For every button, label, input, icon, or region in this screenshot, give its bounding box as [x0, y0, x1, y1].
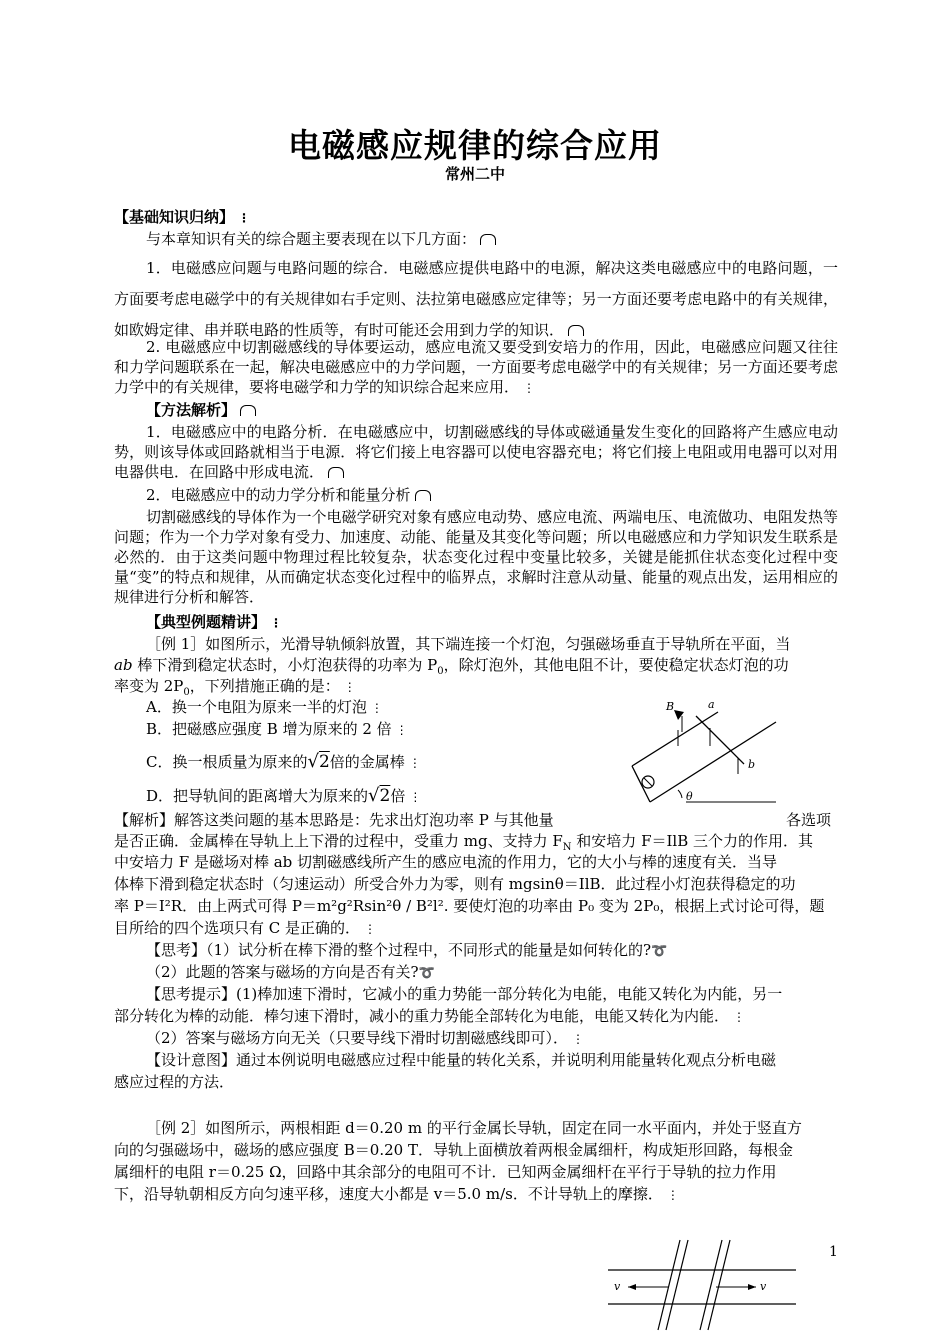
figure1-label-theta: θ [686, 790, 693, 803]
option-d: D．把导轨间的距离增大为原来的√2倍 ⋮ [146, 785, 422, 806]
hint-line2: 部分转化为棒的动能．棒匀速下滑时，减小的重力势能全部转化为电能，电能又转化为内能． ⋮ [114, 1007, 746, 1025]
parallel-rails-figure [600, 1226, 800, 1344]
school-subtitle: 常州二中 [444, 165, 505, 183]
figure1-label-B: B [666, 700, 675, 713]
analysis-line2: 是否正确．金属棒在导轨上上下滑的过程中，受重力 mg、支持力 $F_N$ 和安培力 F＝IlB 三个力的作用．其 [114, 832, 813, 853]
inclined-rails-figure [626, 694, 786, 810]
design-line2: 感应过程的方法． [114, 1073, 235, 1091]
design-line1: 【设计意图】通过本例说明电磁感应过程中能量的转化关系，并说明利用能量转化观点分析电磁 [146, 1051, 777, 1069]
example1-stem-line1: ［例 1］如图所示，光滑导轨倾斜放置，其下端连接一个灯泡，匀强磁场垂直于导轨所在平面，当 [146, 635, 791, 653]
think-2: （2）此题的答案与磁场的方向是否有关?➰ [146, 963, 435, 981]
hint-line3: （2）答案与磁场方向无关（只要导线下滑时切割磁感线即可）． ⋮ [146, 1029, 585, 1047]
option-c: C．换一根质量为原来的√2倍的金属棒 ⋮ [146, 751, 421, 772]
method-item-2-text: 切割磁感线的导体作为一个电磁学研究对象有感应电动势、感应电流、两端电压、电流做功、电阻发热等问题；作为一个力学对象有受力、加速度、动能、能量及其变化等问题；所以电磁感应和力学知识发生联系是必然的．由于这类问题中物理过程比较复杂，状态变化过程中变量比较多，关键是能抓住状态变化过程中变量“变”的特点和规律，从而确定状态变化过程中的临界点，求解时注意从动量、能量的观点出发，运用相应的规律进行分析和解答． [114, 508, 838, 606]
figure1-label-a: a [708, 698, 715, 711]
option-a: A．换一个电阻为原来一半的灯泡 ⋮ [146, 698, 383, 716]
analysis-line4: 体棒下滑到稳定状态时（匀速运动）所受合外力为零，则有 mgsinθ＝IlB．此过程小灯泡获得稳定的功 [114, 875, 796, 893]
analysis-line1: 【解析】解答这类问题的基本思路是：先求出灯泡功率 P 与其他量 各选项 [114, 811, 832, 829]
figure1-label-b: b [748, 758, 756, 771]
analysis-line5: 率 P＝I²R．由上两式可得 P＝m²g²Rsin²θ / B²l². 要使灯泡的功率由 P₀ 变为 2P₀，根据上式讨论可得，题 [114, 897, 825, 915]
hint-line1: 【思考提示】(1)棒加速下滑时，它减小的重力势能一部分转化为电能，电能又转化为内能，另一 [146, 985, 783, 1003]
analysis-line6: 目所给的四个选项只有 C 是正确的． ⋮ [114, 919, 377, 937]
basics-intro: 与本章知识有关的综合题主要表现在以下几方面： [146, 229, 838, 249]
method-item-1: 1．电磁感应中的电路分析．在电磁感应中，切割磁感线的导体或磁通量发生变化的回路将产生感应电动势，则该导体或回路就相当于电源．将它们接上电容器可以使电容器充电；将它们接上电阻或用电器可以对用电器供电．在回路中形成电流． [114, 423, 838, 481]
figure2-label-v-left: v [614, 1280, 621, 1293]
analysis-line3: 中安培力 F 是磁场对棒 ab 切割磁感线所产生的感应电流的作用力，它的大小与棒的速度有关．当导 [114, 853, 778, 871]
method-item-2-heading: 2．电磁感应中的动力学分析和能量分析 [146, 485, 838, 505]
example2-line4: 下，沿导轨朝相反方向匀速平移，速度大小都是 v＝5.0 m/s．不计导轨上的摩擦． ⋮ [114, 1185, 679, 1203]
basics-item-1: 1．电磁感应问题与电路问题的综合．电磁感应提供电路中的电源，解决这类电磁感应中的电路问题，一方面要考虑电磁学中的有关规律如右手定则、法拉第电磁感应定律等；另一方面还要考虑电路中的有关规律，如欧姆定律、串并联电路的性质等，有时可能还会用到力学的知识． [114, 259, 838, 339]
basics-item-2: 2. 电磁感应中切割磁感线的导体要运动，感应电流又要受到安培力的作用，因此，电磁感应问题又往往和力学问题联系在一起，解决电磁感应中的力学问题，一方面要考虑电磁学中的有关规律；另一方面还要考虑力学中的有关规律，要将电磁学和力学的知识综合起来应用． ⋮ [114, 338, 838, 396]
example1-stem-line3: 率变为 $2P_0$，下列措施正确的是： ⋮ [114, 677, 356, 698]
option-b: B．把磁感应强度 B 增为原来的 2 倍 ⋮ [146, 720, 408, 738]
page-number: 1 [829, 1244, 838, 1260]
page-title: 电磁感应规律的综合应用 [288, 126, 662, 165]
section-heading-examples: 【典型例题精讲】 ⋮ [146, 613, 283, 631]
example2-line1: ［例 2］如图所示，两根相距 d＝0.20 m 的平行金属长导轨，固定在同一水平面内，并处于竖直方 [146, 1119, 802, 1137]
section-heading-method: 【方法解析】 [146, 400, 838, 420]
think-1: 【思考】（1）试分析在棒下滑的整个过程中，不同形式的能量是如何转化的?➰ [146, 941, 668, 959]
example2-line3: 属细杆的电阻 r＝0.25 Ω，回路中其余部分的电阻可不计．已知两金属细杆在平行于导轨的拉力作用 [114, 1163, 777, 1181]
example1-stem-line2: ab 棒下滑到稳定状态时，小灯泡获得的功率为 $P_0$，除灯泡外，其他电阻不计，要使稳定状态灯泡的功 [114, 656, 789, 677]
figure2-label-v-right: v [760, 1280, 767, 1293]
section-heading-basics: 【基础知识归纳】 ⋮ [114, 208, 251, 226]
example2-line2: 向的匀强磁场中，磁场的感应强度 B＝0.20 T．导轨上面横放着两根金属细杆，构成矩形回路，每根金 [114, 1141, 793, 1159]
